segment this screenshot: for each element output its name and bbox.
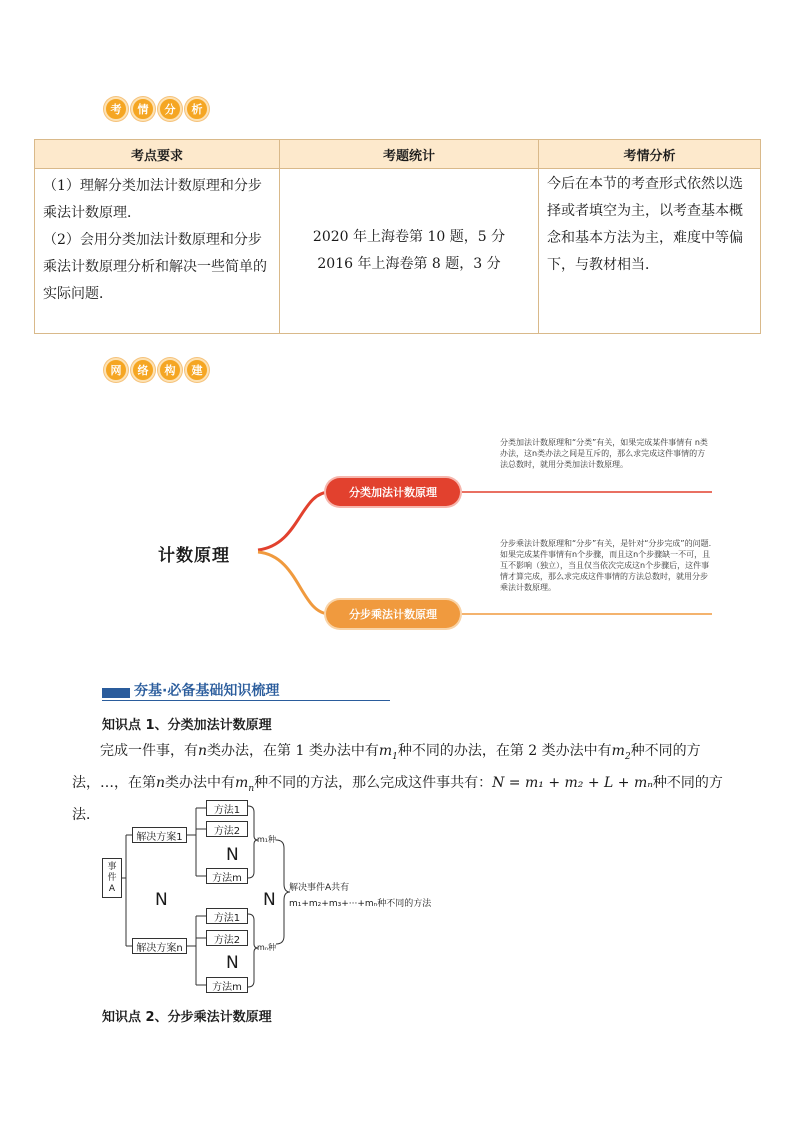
mindmap-branch-multiplication: 分步乘法计数原理 (326, 600, 460, 628)
event-label: 事件A (107, 861, 117, 894)
text-segment: 种不同的方法，那么完成这件事共有： (254, 774, 493, 791)
result-line-1: 解决事件A共有 (289, 883, 350, 893)
text-segment: 类办法中有 (165, 774, 236, 791)
badge-char: 络 (131, 358, 155, 382)
mn-count-label: mₙ种 (257, 943, 276, 952)
stat-item: 2016 年上海卷第 8 题，3 分 (317, 256, 501, 272)
mindmap-root: 计数原理 (158, 546, 230, 566)
m1-count-label: m₁种 (257, 835, 276, 844)
method-label: 方法m (212, 872, 242, 884)
text-segment: 类办法，在第 1 类办法中有 (207, 743, 379, 759)
stat-item: 2020 年上海卷第 10 题，5 分 (312, 229, 506, 245)
mindmap-branch-addition: 分类加法计数原理 (326, 478, 460, 506)
badge-char: 析 (185, 97, 209, 121)
badge-char: 情 (131, 97, 155, 121)
knowledge-point-1-title: 知识点 1、分类加法计数原理 (102, 718, 272, 733)
column-header: 考点要求 (35, 140, 280, 169)
plan-n-box: 解决方案n (132, 938, 187, 954)
method-box: 方法1 (206, 800, 248, 816)
column-header: 考情分析 (539, 140, 761, 169)
badge-char: 网 (104, 358, 128, 382)
column-header: 考题统计 (280, 140, 539, 169)
knowledge-heading-title: 夯基·必备基础知识梳理 (134, 683, 280, 699)
ellipsis-glyph: N (226, 845, 239, 865)
method-box: 方法2 (206, 821, 248, 837)
plan-1-box: 解决方案1 (132, 827, 187, 843)
text-segment: 种不同的方法． (72, 774, 723, 823)
analysis-cell: 今后在本节的考查形式依然以选择或者填空为主，以考查基本概念和基本方法为主，难度中等偏下，与教材相当． (539, 169, 761, 334)
method-box: 方法1 (206, 908, 248, 924)
requirement-item: （2）会用分类加法计数原理和分步乘法计数原理分析和解决一些简单的实际问题． (43, 232, 267, 302)
knowledge-point-2-title: 知识点 2、分步乘法计数原理 (102, 1010, 272, 1025)
ellipsis-glyph: N (263, 890, 276, 910)
event-box (102, 858, 122, 898)
method-box (206, 868, 248, 884)
requirement-item: （1）理解分类加法计数原理和分步乘法计数原理． (43, 178, 262, 221)
badge-char: 分 (158, 97, 182, 121)
text-segment: 完成一件事，有 (100, 743, 198, 759)
ellipsis-glyph: N (155, 890, 168, 910)
method-label: 方法m (212, 981, 242, 993)
var-mn: $m_n$ (235, 774, 255, 794)
result-line-2: m₁+m₂+m₃+···+mₙ种不同的方法 (289, 899, 432, 909)
text-segment: 种不同的办法，在第 2 类办法中有 (397, 743, 612, 759)
text-segment: 种不同的方法，…，在第 (72, 743, 701, 791)
method-box (206, 977, 248, 993)
var-m2: $m_2$ (611, 743, 631, 762)
var-n: n (156, 774, 166, 791)
method-box: 方法2 (206, 930, 248, 946)
var-m1: $m_1$ (378, 743, 398, 762)
ellipsis-glyph: N (226, 953, 239, 973)
mindmap-note-addition: 分类加法计数原理和“分类”有关，如果完成某件事情有 n类办法，这n类办法之间是互斥的，那么求完成这件事情的方法总数时，就用分类加法计数原理。 (500, 438, 708, 469)
formula: N = m₁ + m₂ + L + mₙ (492, 774, 653, 791)
mindmap-note-multiplication: 分步乘法计数原理和“分步”有关，是针对“分步完成”的问题.如果完成某件事情有n个步骤，而且这n个步骤缺一不可，且互不影响（独立），当且仅当依次完成这n个步骤后，这件事情才算完成，那么求完成这件事情的方法总数时，就用分步乘法计数原理。 (500, 539, 712, 592)
badge-char: 建 (185, 358, 209, 382)
var-n: n (198, 743, 208, 759)
badge-char: 构 (158, 358, 182, 382)
badge-char: 考 (104, 97, 128, 121)
